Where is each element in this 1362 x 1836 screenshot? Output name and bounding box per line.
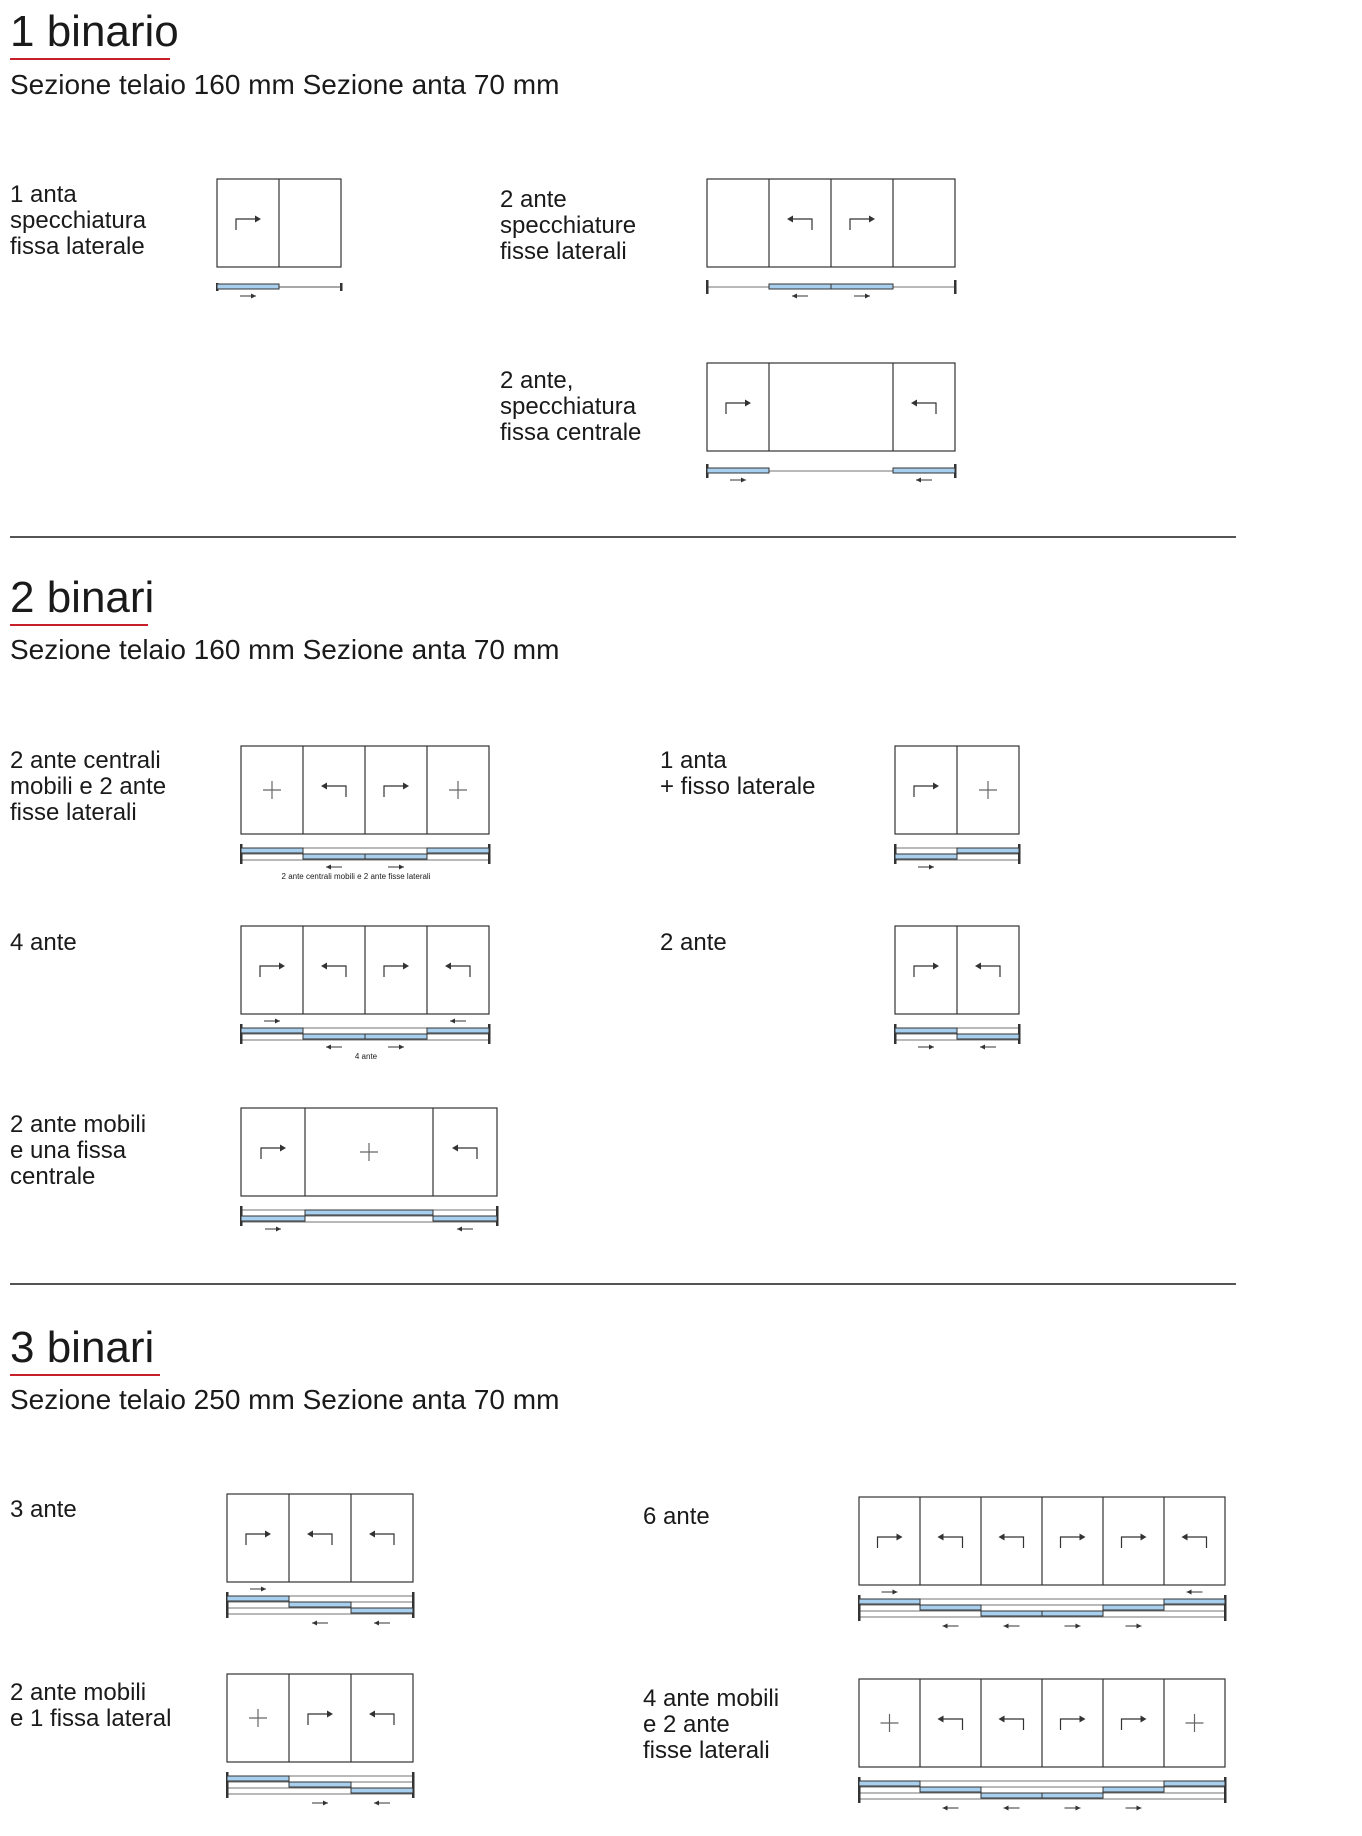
arrowhead <box>1004 1806 1009 1811</box>
arrowhead <box>261 1587 266 1592</box>
config-label: 2 ante, specchiatura fissa centrale <box>500 367 642 446</box>
arrowhead <box>1187 1590 1192 1595</box>
section-separator <box>10 1283 1236 1285</box>
arrowhead <box>792 294 797 299</box>
config-label: 3 ante <box>10 1496 77 1523</box>
arrowhead <box>374 1801 379 1806</box>
section-separator <box>10 536 1236 538</box>
section-title-3-binari: 3 binari <box>10 1323 155 1372</box>
sash-section <box>831 284 893 289</box>
diagram-caption: 4 ante <box>354 1052 378 1061</box>
sash-section <box>241 1216 305 1221</box>
sash-section <box>769 284 831 289</box>
sash-section <box>895 1028 957 1033</box>
frame-jamb <box>412 1772 415 1798</box>
sash-section <box>893 468 955 473</box>
sash-section <box>920 1605 981 1610</box>
arrowhead <box>251 294 256 299</box>
sash-section <box>859 1599 920 1604</box>
config-diagram <box>216 178 346 308</box>
config-label: 2 ante centrali mobili e 2 ante fisse laterali <box>10 747 167 826</box>
arrowhead <box>323 1801 328 1806</box>
sash-section <box>1103 1605 1164 1610</box>
sash-section <box>981 1611 1042 1616</box>
sash-section <box>351 1788 413 1793</box>
arrowhead <box>276 1227 281 1232</box>
config-label: 4 ante mobili e 2 ante fisse laterali <box>643 1685 780 1764</box>
frame-jamb <box>1018 844 1021 864</box>
arrowhead <box>741 478 746 483</box>
title-underline <box>10 624 148 626</box>
sash-section <box>217 284 279 289</box>
config-label: 2 ante specchiature fisse laterali <box>500 186 637 265</box>
sash-section <box>707 468 769 473</box>
config-diagram <box>226 1493 426 1633</box>
config-diagram <box>240 1107 500 1237</box>
sash-section <box>427 1028 489 1033</box>
frame-jamb <box>894 1024 897 1044</box>
sash-section <box>289 1602 351 1607</box>
arrowhead <box>450 1019 455 1024</box>
sash-section <box>1042 1611 1103 1616</box>
sash-section <box>227 1776 289 1781</box>
section-subtitle-3: Sezione telaio 250 mm Sezione anta 70 mm <box>10 1384 560 1415</box>
window-frame <box>227 1494 413 1582</box>
arrowhead <box>399 1045 404 1050</box>
sash-section <box>859 1781 920 1786</box>
frame-jamb <box>954 280 957 294</box>
frame-jamb <box>488 844 491 864</box>
config-label: 4 ante <box>10 929 77 956</box>
section-subtitle-2: Sezione telaio 160 mm Sezione anta 70 mm <box>10 634 560 665</box>
sash-section <box>365 854 427 859</box>
config-diagram <box>226 1673 426 1813</box>
sash-section <box>920 1787 981 1792</box>
section-title-1-binario: 1 binario <box>10 7 179 56</box>
arrowhead <box>457 1227 462 1232</box>
sash-section <box>303 854 365 859</box>
config-diagram <box>858 1496 1248 1636</box>
arrowhead <box>1076 1806 1081 1811</box>
sash-section <box>433 1216 497 1221</box>
arrowhead <box>1076 1624 1081 1629</box>
arrowhead <box>326 1045 331 1050</box>
sash-section <box>303 1034 365 1039</box>
sash-section <box>289 1782 351 1787</box>
sash-section <box>305 1210 433 1215</box>
config-diagram <box>706 178 966 308</box>
config-label: 1 anta + fisso laterale <box>660 747 816 800</box>
arrowhead <box>275 1019 280 1024</box>
arrowhead <box>980 1045 985 1050</box>
config-diagram <box>240 745 490 875</box>
sash-section <box>365 1034 427 1039</box>
section-subtitle-1: Sezione telaio 160 mm Sezione anta 70 mm <box>10 69 560 100</box>
sash-section <box>981 1793 1042 1798</box>
frame-jamb <box>488 1024 491 1044</box>
arrowhead <box>1137 1806 1142 1811</box>
config-label: 2 ante mobili e 1 fissa lateral <box>10 1679 172 1732</box>
arrowhead <box>916 478 921 483</box>
sash-section <box>957 848 1019 853</box>
title-underline <box>10 1374 160 1376</box>
title-underline <box>10 58 170 60</box>
window-frame <box>707 363 955 451</box>
frame-jamb <box>240 844 243 864</box>
arrowhead <box>929 1045 934 1050</box>
arrowhead <box>1137 1624 1142 1629</box>
config-label: 1 anta specchiatura fissa laterale <box>10 181 147 260</box>
arrowhead <box>1004 1624 1009 1629</box>
config-label: 2 ante <box>660 929 727 956</box>
config-diagram <box>894 745 1024 875</box>
arrowhead <box>374 1621 379 1626</box>
arrowhead <box>893 1590 898 1595</box>
diagram-caption: 2 ante centrali mobili e 2 ante fisse laterali <box>281 872 431 881</box>
arrowhead <box>326 865 331 870</box>
section-title-2-binari: 2 binari <box>10 573 155 622</box>
sash-section <box>351 1608 413 1613</box>
frame-jamb <box>412 1592 415 1618</box>
arrowhead <box>312 1621 317 1626</box>
frame-jamb <box>240 1024 243 1044</box>
config-diagram <box>894 925 1024 1055</box>
config-label: 6 ante <box>643 1503 710 1530</box>
arrowhead <box>929 865 934 870</box>
config-diagram <box>706 362 966 492</box>
sash-section <box>1103 1787 1164 1792</box>
sash-section <box>1164 1599 1225 1604</box>
config-diagram <box>858 1678 1248 1818</box>
arrowhead <box>943 1806 948 1811</box>
sash-section <box>1164 1781 1225 1786</box>
sash-section <box>957 1034 1019 1039</box>
sash-section <box>227 1596 289 1601</box>
sash-section <box>1042 1793 1103 1798</box>
sash-section <box>427 848 489 853</box>
arrowhead <box>399 865 404 870</box>
frame-jamb <box>706 280 709 294</box>
arrowhead <box>943 1624 948 1629</box>
arrowhead <box>865 294 870 299</box>
sash-section <box>241 1028 303 1033</box>
sash-section <box>895 854 957 859</box>
config-label: 2 ante mobili e una fissa centrale <box>10 1111 147 1190</box>
config-diagram <box>240 925 490 1055</box>
sash-section <box>241 848 303 853</box>
